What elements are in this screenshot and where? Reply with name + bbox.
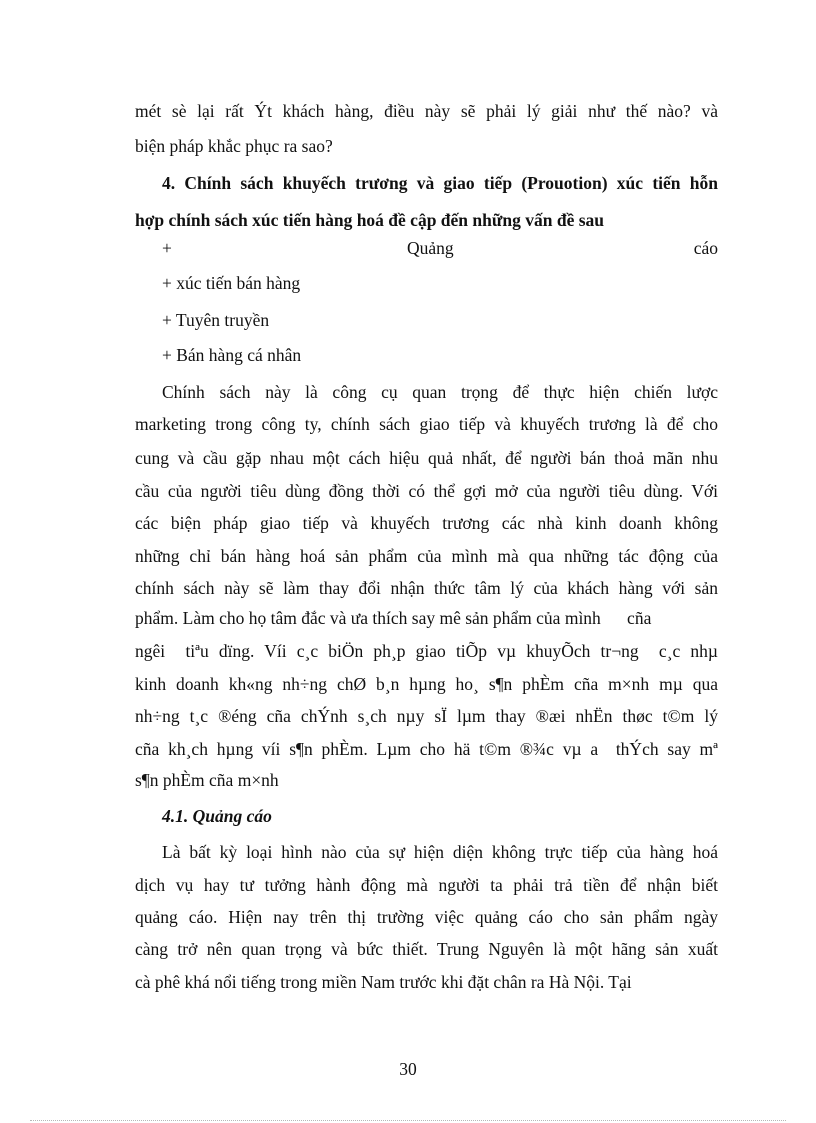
page-number: 30 bbox=[399, 1059, 417, 1079]
text-line: dịch vụ hay tư tưởng hành động mà người ta phải trả tiền để nhận biết bbox=[135, 875, 718, 895]
garbled-text-line: cña kh¸ch hµng víi s¶n phÈm. Lµm cho hä t©m ®¾c vµ a thÝch say mª bbox=[135, 739, 718, 759]
section-heading-continued: hợp chính sách xúc tiến hàng hoá đề cập đến những vấn đề sau bbox=[135, 210, 605, 230]
text-line: quảng cáo. Hiện nay trên thị trường việc quảng cáo cho sản phẩm ngày bbox=[135, 907, 718, 927]
text-line: cầu của người tiêu dùng đồng thời có thể gợi mở của người tiêu dùng. Với bbox=[135, 481, 718, 501]
list-item: + Tuyên truyền bbox=[162, 310, 270, 330]
garbled-text-line: ngêi tiªu dïng. Víi c¸c biÖn ph¸p giao tiÕp vµ khuyÕch tr¬ng c¸c nhµ bbox=[135, 641, 718, 661]
text-line: chính sách này sẽ làm thay đổi nhận thức tâm lý của khách hàng với sản bbox=[135, 578, 718, 598]
text-line: cung và cầu gặp nhau một cách hiệu quả nhất, để người bán thoả mãn nhu bbox=[135, 448, 718, 468]
text-line: các biện pháp giao tiếp và khuyếch trương các nhà kinh doanh không bbox=[135, 513, 718, 533]
text-line: phẩm. Làm cho họ tâm đắc và ưa thích say mê sản phẩm của mình cña bbox=[135, 608, 652, 628]
list-item-label-end: cáo bbox=[693, 238, 718, 258]
text-line: biện pháp khắc phục ra sao? bbox=[135, 136, 333, 156]
garbled-text-line: nh÷ng t¸c ®éng cña chÝnh s¸ch nµy sÏ lµm thay ®æi nhËn thøc t©m lý bbox=[135, 706, 718, 726]
garbled-text-line: kinh doanh kh«ng nh÷ng chØ b¸n hµng ho¸ s¶n phÈm cña m×nh mµ qua bbox=[135, 674, 718, 694]
text-line: cà phê khá nổi tiếng trong miền Nam trước khi đặt chân ra Hà Nội. Tại bbox=[135, 972, 632, 992]
section-heading: 4. Chính sách khuyếch trương và giao tiếp (Prouotion) xúc tiến hỗn bbox=[162, 173, 718, 193]
list-bullet: + bbox=[162, 238, 172, 258]
subsection-heading: 4.1. Quảng cáo bbox=[162, 806, 272, 826]
garbled-text-line: s¶n phÈm cña m×nh bbox=[135, 770, 279, 790]
text-line: mét sè lại rất Ýt khách hàng, điều này sẽ phải lý giải như thế nào? và bbox=[135, 101, 718, 121]
text-line: Là bất kỳ loại hình nào của sự hiện diện không trực tiếp của hàng hoá bbox=[162, 842, 718, 862]
footer-divider bbox=[30, 1120, 786, 1121]
list-item: + Bán hàng cá nhân bbox=[162, 345, 302, 365]
text-line: marketing trong công ty, chính sách giao tiếp và khuyếch trương là để cho bbox=[135, 414, 718, 434]
text-line: Chính sách này là công cụ quan trọng để thực hiện chiến lược bbox=[162, 382, 718, 402]
list-item: + xúc tiến bán hàng bbox=[162, 273, 301, 293]
list-item-label: Quảng bbox=[407, 238, 454, 258]
text-line: những chỉ bán hàng hoá sản phẩm của mình mà qua những tác động của bbox=[135, 546, 718, 566]
list-item-advertising bbox=[162, 236, 718, 260]
text-line: càng trở nên quan trọng và bức thiết. Trung Nguyên là một hãng sản xuất bbox=[135, 939, 718, 959]
